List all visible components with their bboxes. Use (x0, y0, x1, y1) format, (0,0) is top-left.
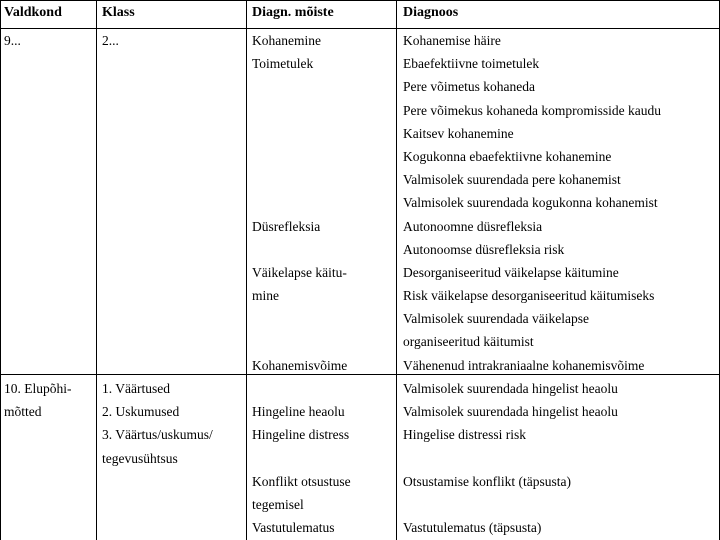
klass-line: 3. Väärtus/uskumus/ (102, 427, 213, 443)
diagnosis-line: Pere võimetus kohaneda (403, 79, 535, 95)
concept-line: Vastutulematus (252, 520, 335, 536)
diagnosis-line: Vastutulematus (täpsusta) (403, 520, 542, 536)
row10-diagnosis-vastutulematus (403, 516, 541, 539)
diagnosis-line: Autonoomse düsrefleksia risk (403, 241, 565, 257)
header-diagnoos: Diagnoos (403, 5, 459, 20)
diagnosis-line: Risk väikelapse desorganiseeritud käitumiseks (403, 288, 655, 304)
column-divider (396, 0, 397, 540)
header-klass: Klass (102, 5, 135, 20)
concept-line: Kohanemine (252, 33, 321, 48)
row10-concept-conflict (252, 470, 351, 540)
row9-concept-1 (252, 29, 321, 75)
row9-concept-3 (252, 261, 347, 307)
valdkond-line: 10. Elupõhi- (4, 381, 72, 396)
diagnosis-line: Valmisolek suurendada pere kohanemist (403, 172, 621, 188)
row9-concept-4 (252, 354, 347, 377)
diagnosis-line: Ebaefektiivne toimetulek (403, 56, 540, 72)
row10-diagnosis-conflict (403, 470, 571, 493)
header-valdkond: Valdkond (4, 5, 62, 20)
table-left-border (0, 0, 1, 540)
diagnosis-line: Valmisolek suurendada väikelapse (403, 311, 589, 327)
row9-klass: 2... (102, 33, 119, 48)
column-divider (246, 0, 247, 540)
concept-line: Väikelapse käitu- (252, 265, 347, 280)
klass-line: 2. Uskumused (102, 404, 180, 420)
diagnosis-line: Pere võimekus kohaneda kompromisside kaudu (403, 102, 661, 118)
klass-line: 1. Väärtused (102, 381, 170, 396)
diagnosis-line: Autonoomne düsrefleksia (403, 218, 543, 234)
concept-line: Hingeline heaolu (252, 404, 345, 420)
table-top-border (0, 0, 720, 1)
row9-concept-2 (252, 215, 320, 238)
diagnosis-line: Kaitsev kohanemine (403, 125, 514, 141)
diagnosis-line: Kohanemise häire (403, 33, 501, 48)
diagnosis-line: Hingelise distressi risk (403, 427, 526, 443)
header-moiste: Diagn. mõiste (252, 5, 334, 20)
row10-valdkond (4, 377, 72, 423)
diagnosis-line: organiseeritud käitumist (403, 334, 534, 350)
concept-line: tegemisel (252, 496, 304, 512)
row10-diagnoses (403, 377, 618, 447)
column-divider (96, 0, 97, 540)
concept-line: Konflikt otsustuse (252, 473, 351, 489)
diagnosis-line: Desorganiseeritud väikelapse käitumine (403, 264, 619, 280)
diagnosis-line: Otsustamise konflikt (täpsusta) (403, 473, 571, 489)
concept-line: mine (252, 288, 279, 304)
concept-line: Kohanemisvõime (252, 357, 348, 373)
row9-valdkond: 9... (4, 33, 21, 48)
concept-line: Hingeline distress (252, 427, 350, 443)
diagnosis-line: Valmisolek suurendada hingelist heaolu (403, 381, 618, 396)
diagnosis-line: Vähenenud intrakraniaalne kohanemisvõime (403, 357, 645, 373)
row10-concepts (252, 400, 349, 446)
diagnosis-line: Valmisolek suurendada hingelist heaolu (403, 404, 618, 420)
diagnosis-line: Valmisolek suurendada kogukonna kohanemist (403, 195, 658, 211)
valdkond-line: mõtted (4, 404, 42, 420)
concept-line: Toimetulek (252, 56, 314, 72)
concept-line: Düsrefleksia (252, 218, 321, 234)
diagnosis-line: Kogukonna ebaefektiivne kohanemine (403, 148, 612, 164)
klass-line: tegevusühtsus (102, 450, 178, 466)
row10-klass (102, 377, 213, 470)
row9-diagnoses-1 (403, 29, 661, 377)
